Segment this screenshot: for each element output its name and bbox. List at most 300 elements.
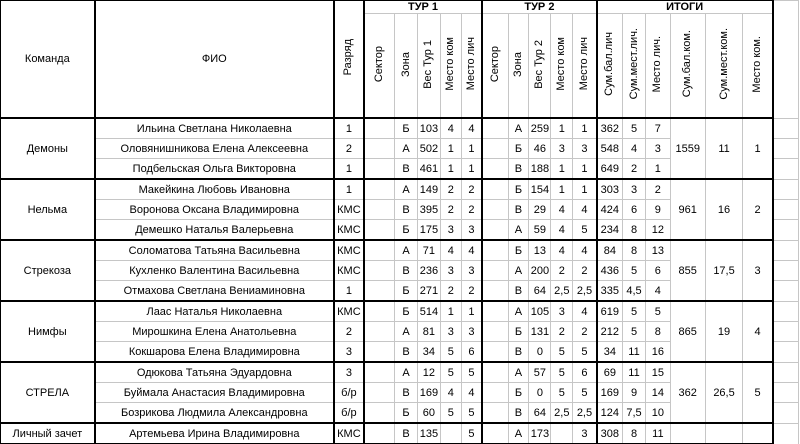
team-place-1-cell[interactable]: 3: [440, 322, 461, 342]
empty-cell[interactable]: [773, 362, 799, 383]
team-place-1-cell[interactable]: 2: [440, 200, 461, 220]
weight-1-cell[interactable]: 149: [417, 179, 440, 200]
personal-place-2-cell[interactable]: 2,5: [573, 403, 597, 424]
header-team-place-1[interactable]: Место ком: [440, 14, 461, 119]
weight-1-cell[interactable]: 12: [417, 362, 440, 383]
sum-personal-points-cell[interactable]: 124: [597, 403, 623, 424]
empty-cell[interactable]: [773, 240, 799, 261]
header-sector-1[interactable]: Сектор: [364, 14, 395, 119]
sector-2-cell[interactable]: [482, 322, 508, 342]
team-place-2-cell[interactable]: 5: [551, 362, 573, 383]
team-place-2-cell[interactable]: 3: [551, 139, 573, 159]
team-name[interactable]: Демоны: [0, 118, 95, 179]
empty-cell[interactable]: [773, 0, 799, 118]
rank-cell[interactable]: 2: [334, 139, 364, 159]
team-name[interactable]: СТРЕЛА: [0, 362, 95, 423]
sum-personal-places-cell[interactable]: 5: [623, 118, 646, 139]
rank-cell[interactable]: 1: [334, 159, 364, 180]
sector-1-cell[interactable]: [364, 403, 395, 424]
team-place-2-cell[interactable]: 4: [551, 220, 573, 241]
team-place-2-cell[interactable]: 1: [551, 159, 573, 180]
team-name[interactable]: Стрекоза: [0, 240, 95, 301]
zone-2-cell[interactable]: А: [508, 118, 529, 139]
fio-cell[interactable]: Воронова Оксана Владимировна: [95, 200, 334, 220]
sector-2-cell[interactable]: [482, 118, 508, 139]
rank-cell[interactable]: 3: [334, 342, 364, 363]
empty-cell[interactable]: [773, 179, 799, 200]
sum-personal-places-cell[interactable]: 2: [623, 159, 646, 180]
team-place-2-cell[interactable]: 3: [551, 301, 573, 322]
personal-place-total-cell[interactable]: 13: [645, 240, 670, 261]
weight-2-cell[interactable]: 188: [529, 159, 551, 180]
team-place-1-cell[interactable]: 3: [440, 220, 461, 241]
zone-2-cell[interactable]: Б: [508, 383, 529, 403]
weight-1-cell[interactable]: 461: [417, 159, 440, 180]
zone-1-cell[interactable]: А: [395, 322, 418, 342]
sector-1-cell[interactable]: [364, 342, 395, 363]
sum-personal-places-cell[interactable]: 9: [623, 383, 646, 403]
fio-cell[interactable]: Артемьева Ирина Владимировна: [95, 423, 334, 444]
rank-cell[interactable]: КМС: [334, 200, 364, 220]
personal-place-1-cell[interactable]: 2: [461, 179, 482, 200]
team-place-1-cell[interactable]: 1: [440, 159, 461, 180]
rank-cell[interactable]: КМС: [334, 261, 364, 281]
weight-2-cell[interactable]: 105: [529, 301, 551, 322]
weight-2-cell[interactable]: 64: [529, 403, 551, 424]
team-place-cell[interactable]: 4: [743, 301, 773, 362]
zone-2-cell[interactable]: А: [508, 261, 529, 281]
personal-place-total-cell[interactable]: 12: [645, 220, 670, 241]
rank-cell[interactable]: 3: [334, 362, 364, 383]
empty-cell[interactable]: [773, 159, 799, 180]
sector-1-cell[interactable]: [364, 220, 395, 241]
team-sum-points-cell[interactable]: 1559: [670, 118, 705, 179]
weight-1-cell[interactable]: 81: [417, 322, 440, 342]
rank-cell[interactable]: б/р: [334, 383, 364, 403]
fio-cell[interactable]: Подбельская Ольга Викторовна: [95, 159, 334, 180]
sector-1-cell[interactable]: [364, 159, 395, 180]
weight-1-cell[interactable]: 395: [417, 200, 440, 220]
empty-cell[interactable]: [773, 261, 799, 281]
sector-1-cell[interactable]: [364, 423, 395, 444]
team-place-1-cell[interactable]: 4: [440, 240, 461, 261]
rank-cell[interactable]: КМС: [334, 423, 364, 444]
weight-2-cell[interactable]: 57: [529, 362, 551, 383]
sector-2-cell[interactable]: [482, 240, 508, 261]
team-sum-points-cell[interactable]: 961: [670, 179, 705, 240]
team-place-cell[interactable]: 1: [743, 118, 773, 179]
header-personal-place-2[interactable]: Место лич: [573, 14, 597, 119]
sum-personal-points-cell[interactable]: 234: [597, 220, 623, 241]
individual-label[interactable]: Личный зачет: [0, 423, 95, 444]
sector-1-cell[interactable]: [364, 179, 395, 200]
header-personal-place-total[interactable]: Место лич.: [645, 14, 670, 119]
sector-2-cell[interactable]: [482, 220, 508, 241]
empty-cell[interactable]: [773, 342, 799, 363]
zone-2-cell[interactable]: Б: [508, 179, 529, 200]
personal-place-1-cell[interactable]: 5: [461, 423, 482, 444]
rank-cell[interactable]: КМС: [334, 301, 364, 322]
zone-1-cell[interactable]: Б: [395, 301, 418, 322]
sum-personal-points-cell[interactable]: 84: [597, 240, 623, 261]
team-place-1-cell[interactable]: 1: [440, 301, 461, 322]
sum-personal-places-cell[interactable]: 4,5: [623, 281, 646, 302]
team-place-2-cell[interactable]: 5: [551, 342, 573, 363]
weight-1-cell[interactable]: 103: [417, 118, 440, 139]
personal-place-1-cell[interactable]: 4: [461, 383, 482, 403]
zone-2-cell[interactable]: В: [508, 281, 529, 302]
sector-1-cell[interactable]: [364, 118, 395, 139]
team-sum-points-cell[interactable]: 865: [670, 301, 705, 362]
personal-place-2-cell[interactable]: 3: [573, 139, 597, 159]
zone-2-cell[interactable]: Б: [508, 139, 529, 159]
personal-place-total-cell[interactable]: 14: [645, 383, 670, 403]
personal-place-2-cell[interactable]: 2,5: [573, 281, 597, 302]
team-place-1-cell[interactable]: 1: [440, 139, 461, 159]
personal-place-1-cell[interactable]: 5: [461, 403, 482, 424]
personal-place-1-cell[interactable]: 1: [461, 159, 482, 180]
team-place-1-cell[interactable]: 4: [440, 383, 461, 403]
weight-2-cell[interactable]: 59: [529, 220, 551, 241]
personal-place-1-cell[interactable]: 2: [461, 200, 482, 220]
sector-1-cell[interactable]: [364, 261, 395, 281]
weight-2-cell[interactable]: 259: [529, 118, 551, 139]
personal-place-total-cell[interactable]: 5: [645, 301, 670, 322]
team-sum-places-cell[interactable]: 17,5: [705, 240, 743, 301]
team-sum-places-cell[interactable]: 26,5: [705, 362, 743, 423]
sector-2-cell[interactable]: [482, 159, 508, 180]
personal-place-total-cell[interactable]: 11: [645, 423, 670, 444]
weight-1-cell[interactable]: 236: [417, 261, 440, 281]
rank-cell[interactable]: 1: [334, 179, 364, 200]
sector-2-cell[interactable]: [482, 423, 508, 444]
team-place-2-cell[interactable]: 2: [551, 322, 573, 342]
personal-place-1-cell[interactable]: 2: [461, 281, 482, 302]
weight-2-cell[interactable]: 131: [529, 322, 551, 342]
sector-2-cell[interactable]: [482, 200, 508, 220]
header-sum-team-points[interactable]: Сум.бал.ком.: [670, 14, 705, 119]
personal-place-total-cell[interactable]: 1: [645, 159, 670, 180]
personal-place-1-cell[interactable]: 1: [461, 301, 482, 322]
team-sum-places-cell[interactable]: 19: [705, 301, 743, 362]
sum-personal-places-cell[interactable]: 5: [623, 322, 646, 342]
team-sum-places-cell[interactable]: [705, 423, 743, 444]
fio-cell[interactable]: Мирошкина Елена Анатольевна: [95, 322, 334, 342]
fio-cell[interactable]: Кокшарова Елена Владимировна: [95, 342, 334, 363]
team-place-1-cell[interactable]: 4: [440, 118, 461, 139]
header-sector-2[interactable]: Сектор: [482, 14, 508, 119]
zone-2-cell[interactable]: В: [508, 200, 529, 220]
empty-cell[interactable]: [773, 281, 799, 302]
fio-cell[interactable]: Буймала Анастасия Владимировна: [95, 383, 334, 403]
zone-1-cell[interactable]: Б: [395, 403, 418, 424]
fio-cell[interactable]: Лаас Наталья Николаевна: [95, 301, 334, 322]
personal-place-2-cell[interactable]: 4: [573, 200, 597, 220]
header-weight-1[interactable]: Вес Тур 1: [417, 14, 440, 119]
fio-cell[interactable]: Одюкова Татьяна Эдуардовна: [95, 362, 334, 383]
empty-cell[interactable]: [773, 200, 799, 220]
team-name[interactable]: Нельма: [0, 179, 95, 240]
empty-cell[interactable]: [773, 118, 799, 139]
header-tour1[interactable]: ТУР 1: [364, 0, 482, 14]
personal-place-total-cell[interactable]: 9: [645, 200, 670, 220]
empty-cell[interactable]: [773, 301, 799, 322]
sum-personal-points-cell[interactable]: 436: [597, 261, 623, 281]
zone-2-cell[interactable]: А: [508, 220, 529, 241]
sum-personal-places-cell[interactable]: 8: [623, 220, 646, 241]
sum-personal-points-cell[interactable]: 619: [597, 301, 623, 322]
empty-cell[interactable]: [773, 383, 799, 403]
sum-personal-places-cell[interactable]: 7,5: [623, 403, 646, 424]
personal-place-1-cell[interactable]: 1: [461, 139, 482, 159]
personal-place-1-cell[interactable]: 3: [461, 261, 482, 281]
fio-cell[interactable]: Соломатова Татьяна Васильевна: [95, 240, 334, 261]
personal-place-total-cell[interactable]: 10: [645, 403, 670, 424]
empty-cell[interactable]: [773, 322, 799, 342]
team-place-1-cell[interactable]: 2: [440, 179, 461, 200]
team-place-cell[interactable]: 3: [743, 240, 773, 301]
team-place-2-cell[interactable]: 1: [551, 179, 573, 200]
team-place-2-cell[interactable]: 2,5: [551, 403, 573, 424]
sum-personal-places-cell[interactable]: 4: [623, 139, 646, 159]
fio-cell[interactable]: Отмахова Светлана Вениаминовна: [95, 281, 334, 302]
team-sum-points-cell[interactable]: 855: [670, 240, 705, 301]
sum-personal-points-cell[interactable]: 308: [597, 423, 623, 444]
zone-2-cell[interactable]: А: [508, 362, 529, 383]
personal-place-1-cell[interactable]: 6: [461, 342, 482, 363]
zone-2-cell[interactable]: А: [508, 423, 529, 444]
sector-2-cell[interactable]: [482, 261, 508, 281]
fio-cell[interactable]: Оловянишникова Елена Алексеевна: [95, 139, 334, 159]
header-tour2[interactable]: ТУР 2: [482, 0, 596, 14]
weight-1-cell[interactable]: 502: [417, 139, 440, 159]
fio-cell[interactable]: Кухленко Валентина Васильевна: [95, 261, 334, 281]
rank-cell[interactable]: КМС: [334, 240, 364, 261]
zone-1-cell[interactable]: А: [395, 362, 418, 383]
zone-1-cell[interactable]: А: [395, 139, 418, 159]
sum-personal-places-cell[interactable]: 3: [623, 179, 646, 200]
sum-personal-places-cell[interactable]: 8: [623, 423, 646, 444]
team-place-cell[interactable]: 5: [743, 362, 773, 423]
sum-personal-points-cell[interactable]: 169: [597, 383, 623, 403]
team-sum-points-cell[interactable]: [670, 423, 705, 444]
weight-2-cell[interactable]: 200: [529, 261, 551, 281]
rank-cell[interactable]: 2: [334, 322, 364, 342]
header-sum-personal-points[interactable]: Сум.бал.лич: [597, 14, 623, 119]
team-place-1-cell[interactable]: 5: [440, 403, 461, 424]
weight-1-cell[interactable]: 514: [417, 301, 440, 322]
weight-2-cell[interactable]: 46: [529, 139, 551, 159]
sum-personal-points-cell[interactable]: 69: [597, 362, 623, 383]
sector-2-cell[interactable]: [482, 301, 508, 322]
weight-2-cell[interactable]: 173: [529, 423, 551, 444]
sector-2-cell[interactable]: [482, 342, 508, 363]
zone-1-cell[interactable]: В: [395, 200, 418, 220]
team-sum-places-cell[interactable]: 11: [705, 118, 743, 179]
personal-place-total-cell[interactable]: 8: [645, 322, 670, 342]
header-weight-2[interactable]: Вес Тур 2: [529, 14, 551, 119]
sector-1-cell[interactable]: [364, 139, 395, 159]
personal-place-total-cell[interactable]: 4: [645, 281, 670, 302]
sector-1-cell[interactable]: [364, 383, 395, 403]
team-place-1-cell[interactable]: 3: [440, 261, 461, 281]
sum-personal-points-cell[interactable]: 649: [597, 159, 623, 180]
team-place-1-cell[interactable]: 2: [440, 281, 461, 302]
sector-1-cell[interactable]: [364, 200, 395, 220]
zone-2-cell[interactable]: А: [508, 301, 529, 322]
personal-place-total-cell[interactable]: 7: [645, 118, 670, 139]
personal-place-2-cell[interactable]: 5: [573, 220, 597, 241]
sum-personal-points-cell[interactable]: 303: [597, 179, 623, 200]
weight-2-cell[interactable]: 154: [529, 179, 551, 200]
personal-place-2-cell[interactable]: 2: [573, 322, 597, 342]
team-place-cell[interactable]: [743, 423, 773, 444]
sector-1-cell[interactable]: [364, 322, 395, 342]
weight-1-cell[interactable]: 169: [417, 383, 440, 403]
weight-1-cell[interactable]: 34: [417, 342, 440, 363]
personal-place-1-cell[interactable]: 4: [461, 240, 482, 261]
team-place-1-cell[interactable]: [440, 423, 461, 444]
weight-2-cell[interactable]: 0: [529, 383, 551, 403]
sum-personal-points-cell[interactable]: 212: [597, 322, 623, 342]
team-place-1-cell[interactable]: 5: [440, 362, 461, 383]
sum-personal-points-cell[interactable]: 335: [597, 281, 623, 302]
sum-personal-points-cell[interactable]: 548: [597, 139, 623, 159]
rank-cell[interactable]: б/р: [334, 403, 364, 424]
sum-personal-places-cell[interactable]: 11: [623, 342, 646, 363]
sum-personal-places-cell[interactable]: 6: [623, 200, 646, 220]
personal-place-2-cell[interactable]: 6: [573, 362, 597, 383]
personal-place-total-cell[interactable]: 3: [645, 139, 670, 159]
personal-place-1-cell[interactable]: 3: [461, 322, 482, 342]
team-place-cell[interactable]: 2: [743, 179, 773, 240]
fio-cell[interactable]: Макейкина Любовь Ивановна: [95, 179, 334, 200]
weight-1-cell[interactable]: 175: [417, 220, 440, 241]
rank-cell[interactable]: 1: [334, 118, 364, 139]
personal-place-2-cell[interactable]: 1: [573, 179, 597, 200]
zone-2-cell[interactable]: В: [508, 342, 529, 363]
zone-2-cell[interactable]: В: [508, 159, 529, 180]
personal-place-2-cell[interactable]: 5: [573, 383, 597, 403]
header-totals[interactable]: ИТОГИ: [597, 0, 773, 14]
sum-personal-points-cell[interactable]: 424: [597, 200, 623, 220]
sector-2-cell[interactable]: [482, 362, 508, 383]
weight-1-cell[interactable]: 271: [417, 281, 440, 302]
personal-place-total-cell[interactable]: 15: [645, 362, 670, 383]
header-name[interactable]: ФИО: [95, 0, 334, 118]
empty-cell[interactable]: [773, 220, 799, 241]
header-sum-team-places[interactable]: Сум.мест.ком.: [705, 14, 743, 119]
weight-2-cell[interactable]: 13: [529, 240, 551, 261]
empty-cell[interactable]: [773, 403, 799, 424]
fio-cell[interactable]: Бозрикова Людмила Александровна: [95, 403, 334, 424]
rank-cell[interactable]: КМС: [334, 220, 364, 241]
zone-1-cell[interactable]: Б: [395, 281, 418, 302]
zone-1-cell[interactable]: В: [395, 261, 418, 281]
header-rank[interactable]: Разряд: [334, 0, 364, 118]
team-place-2-cell[interactable]: 4: [551, 240, 573, 261]
sum-personal-points-cell[interactable]: 362: [597, 118, 623, 139]
sector-2-cell[interactable]: [482, 403, 508, 424]
team-sum-points-cell[interactable]: 362: [670, 362, 705, 423]
sector-2-cell[interactable]: [482, 383, 508, 403]
sum-personal-places-cell[interactable]: 11: [623, 362, 646, 383]
zone-1-cell[interactable]: А: [395, 179, 418, 200]
team-place-2-cell[interactable]: 1: [551, 118, 573, 139]
team-place-2-cell[interactable]: 2,5: [551, 281, 573, 302]
weight-2-cell[interactable]: 64: [529, 281, 551, 302]
header-zone-2[interactable]: Зона: [508, 14, 529, 119]
personal-place-2-cell[interactable]: 5: [573, 342, 597, 363]
zone-1-cell[interactable]: Б: [395, 118, 418, 139]
sum-personal-places-cell[interactable]: 5: [623, 261, 646, 281]
personal-place-1-cell[interactable]: 4: [461, 118, 482, 139]
personal-place-2-cell[interactable]: 3: [573, 423, 597, 444]
sector-1-cell[interactable]: [364, 301, 395, 322]
header-team-place-total[interactable]: Место ком.: [743, 14, 773, 119]
personal-place-total-cell[interactable]: 2: [645, 179, 670, 200]
sector-1-cell[interactable]: [364, 362, 395, 383]
header-team[interactable]: Команда: [0, 0, 95, 118]
sum-personal-places-cell[interactable]: 5: [623, 301, 646, 322]
personal-place-2-cell[interactable]: 1: [573, 118, 597, 139]
weight-1-cell[interactable]: 135: [417, 423, 440, 444]
zone-1-cell[interactable]: В: [395, 342, 418, 363]
zone-1-cell[interactable]: Б: [395, 220, 418, 241]
weight-1-cell[interactable]: 60: [417, 403, 440, 424]
weight-2-cell[interactable]: 29: [529, 200, 551, 220]
team-place-2-cell[interactable]: [551, 423, 573, 444]
header-zone-1[interactable]: Зона: [395, 14, 418, 119]
weight-1-cell[interactable]: 71: [417, 240, 440, 261]
header-personal-place-1[interactable]: Место лич: [461, 14, 482, 119]
team-place-2-cell[interactable]: 5: [551, 383, 573, 403]
zone-2-cell[interactable]: Б: [508, 322, 529, 342]
team-sum-places-cell[interactable]: 16: [705, 179, 743, 240]
team-place-1-cell[interactable]: 5: [440, 342, 461, 363]
sector-1-cell[interactable]: [364, 240, 395, 261]
empty-cell[interactable]: [773, 139, 799, 159]
team-name[interactable]: Нимфы: [0, 301, 95, 362]
header-sum-personal-places[interactable]: Сум.мест.лич.: [623, 14, 646, 119]
team-place-2-cell[interactable]: 2: [551, 261, 573, 281]
rank-cell[interactable]: 1: [334, 281, 364, 302]
zone-2-cell[interactable]: В: [508, 403, 529, 424]
sector-2-cell[interactable]: [482, 281, 508, 302]
weight-2-cell[interactable]: 0: [529, 342, 551, 363]
empty-cell[interactable]: [773, 423, 799, 444]
personal-place-2-cell[interactable]: 4: [573, 240, 597, 261]
zone-1-cell[interactable]: В: [395, 423, 418, 444]
zone-1-cell[interactable]: В: [395, 159, 418, 180]
personal-place-1-cell[interactable]: 5: [461, 362, 482, 383]
sector-1-cell[interactable]: [364, 281, 395, 302]
sum-personal-places-cell[interactable]: 8: [623, 240, 646, 261]
personal-place-2-cell[interactable]: 2: [573, 261, 597, 281]
zone-1-cell[interactable]: В: [395, 383, 418, 403]
zone-2-cell[interactable]: Б: [508, 240, 529, 261]
personal-place-2-cell[interactable]: 1: [573, 159, 597, 180]
personal-place-total-cell[interactable]: 6: [645, 261, 670, 281]
personal-place-total-cell[interactable]: 16: [645, 342, 670, 363]
sector-2-cell[interactable]: [482, 179, 508, 200]
fio-cell[interactable]: Демешко Наталья Валерьевна: [95, 220, 334, 241]
team-place-2-cell[interactable]: 4: [551, 200, 573, 220]
fio-cell[interactable]: Ильина Светлана Николаевна: [95, 118, 334, 139]
personal-place-2-cell[interactable]: 4: [573, 301, 597, 322]
sum-personal-points-cell[interactable]: 34: [597, 342, 623, 363]
sector-2-cell[interactable]: [482, 139, 508, 159]
